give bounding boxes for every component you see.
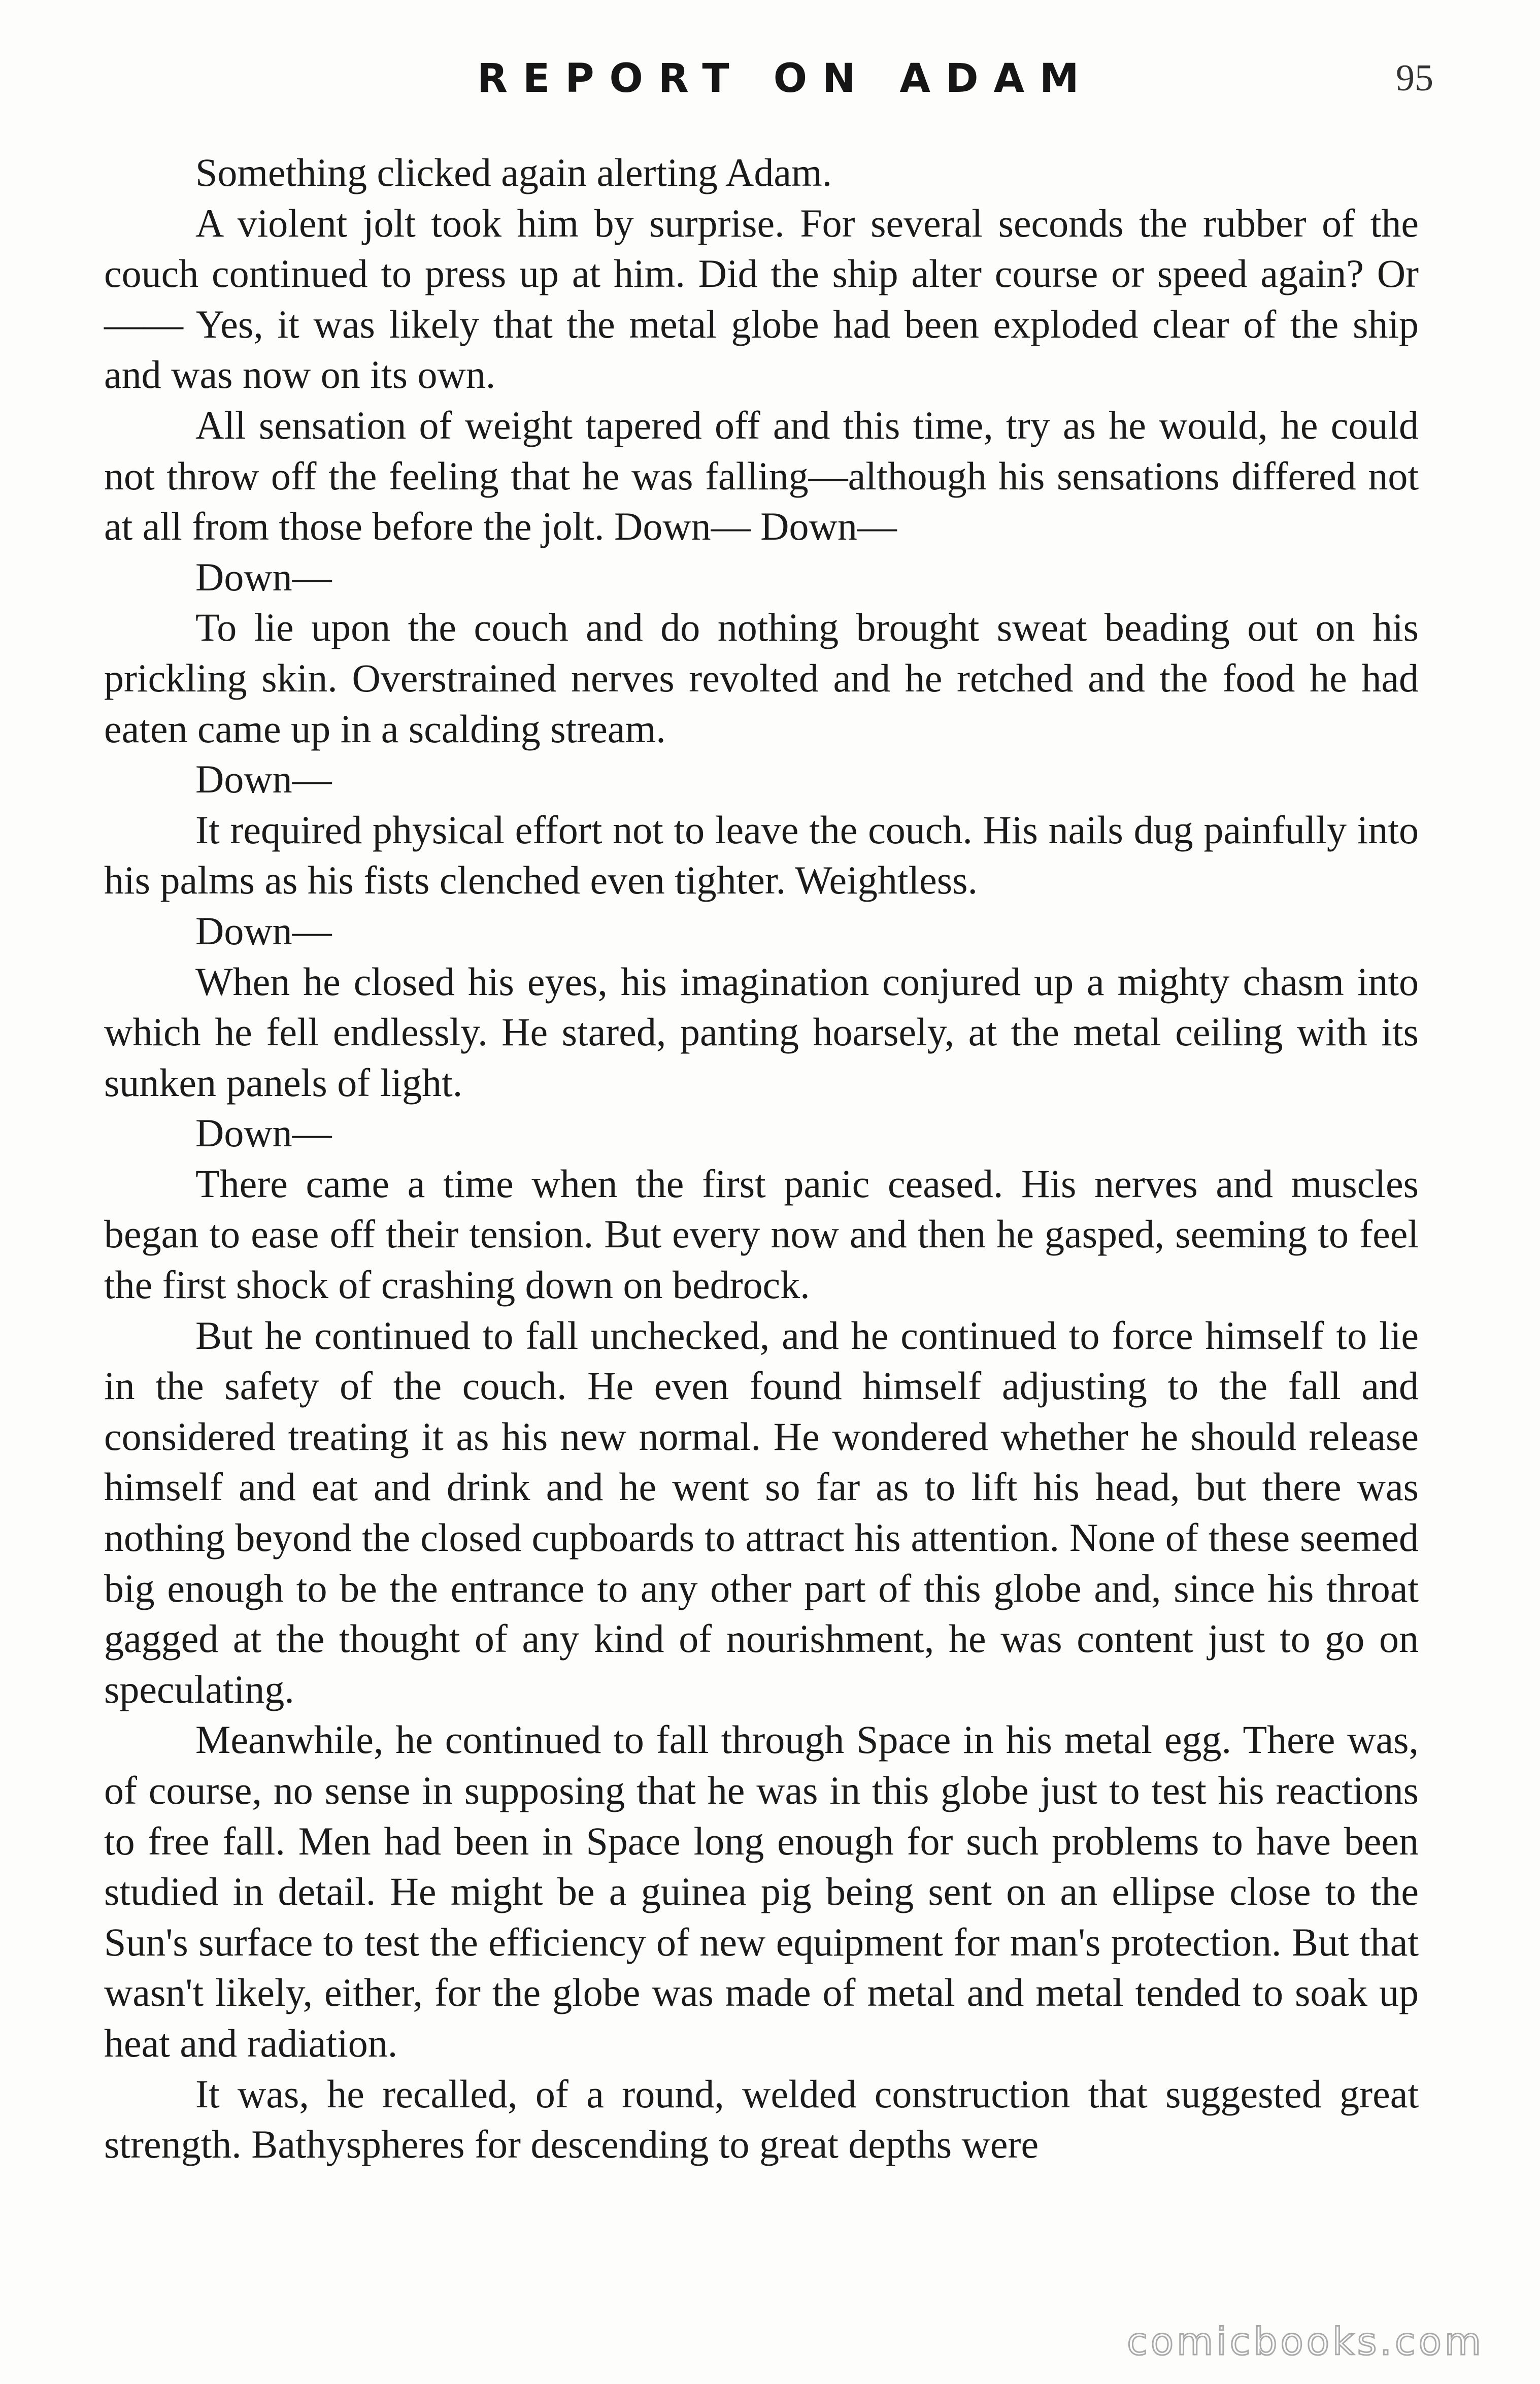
paragraph: When he closed his eyes, his imagination conjured up a mighty chasm into which he fell endlessly. He stared, panting hoarsely, at the metal ceiling with its sunken panels of light. (104, 959, 1419, 1105)
paragraph: Down— (195, 908, 332, 953)
paragraph: Down— (195, 757, 332, 802)
paragraph: A violent jolt took him by surprise. For several seconds the rubber of the couch continued to press up at him. Did the ship alter course or speed again? Or—— Yes, it was likely that the metal globe had been exploded clear of the ship and was now on its own. (104, 201, 1419, 397)
paragraph: But he continued to fall unchecked, and he continued to force himself to lie in the safety of the couch. He even found himself adjusting to the fall and considered treating it as his new normal. He wondered whether he should release himself and eat and drink and he went so far as to lift his head, but there was nothing beyond the closed cupboards to attract his attention. None of these seemed big enough to be the entrance to any other part of this globe and, since his throat gagged at the thought of any kind of nourishment, he was content just to go on speculating. (104, 1313, 1419, 1711)
paragraph: Down— (195, 554, 332, 599)
watermark: comicbooks.com (1127, 2320, 1484, 2364)
paragraph: There came a time when the first panic ceased. His nerves and muscles began to ease off their tension. But every now and then he gasped, seeming to feel the first shock of crashing down on bedrock. (104, 1161, 1419, 1307)
running-title: REPORT ON ADAM (477, 56, 1094, 102)
page-number: 95 (1396, 57, 1433, 99)
paragraph: Meanwhile, he continued to fall through Space in his metal egg. There was, of course, no sense in supposing that he was in this globe just to test his reactions to free fall. Men had been in Space long enough for such problems to have been studied in detail. He might be a guinea pig being sent on an ellipse close to the Sun's surface to test the efficiency of new equipment for man's protection. But that wasn't likely, either, for the globe was made of metal and metal tended to soak up heat and radiation. (104, 1717, 1419, 2065)
paragraph: It was, he recalled, of a round, welded construction that suggested great strength. Bathyspheres for descending to great depths were (104, 2071, 1419, 2167)
paragraph: Down— (195, 1111, 332, 1155)
paragraph: Something clicked again alerting Adam. (195, 150, 832, 194)
body-text (104, 147, 1419, 2170)
paragraph: It required physical effort not to leave the couch. His nails dug painfully into his palms as his fists clenched even tighter. Weightless. (104, 807, 1419, 903)
running-head (0, 56, 1540, 112)
paragraph: All sensation of weight tapered off and this time, try as he would, he could not throw off the feeling that he was falling—although his sensations differed not at all from those before the jolt. Down— Down— (104, 403, 1419, 549)
paragraph: To lie upon the couch and do nothing brought sweat beading out on his prickling skin. Overstrained nerves revolted and he retched and the food he had eaten came up in a scalding stream. (104, 605, 1419, 751)
